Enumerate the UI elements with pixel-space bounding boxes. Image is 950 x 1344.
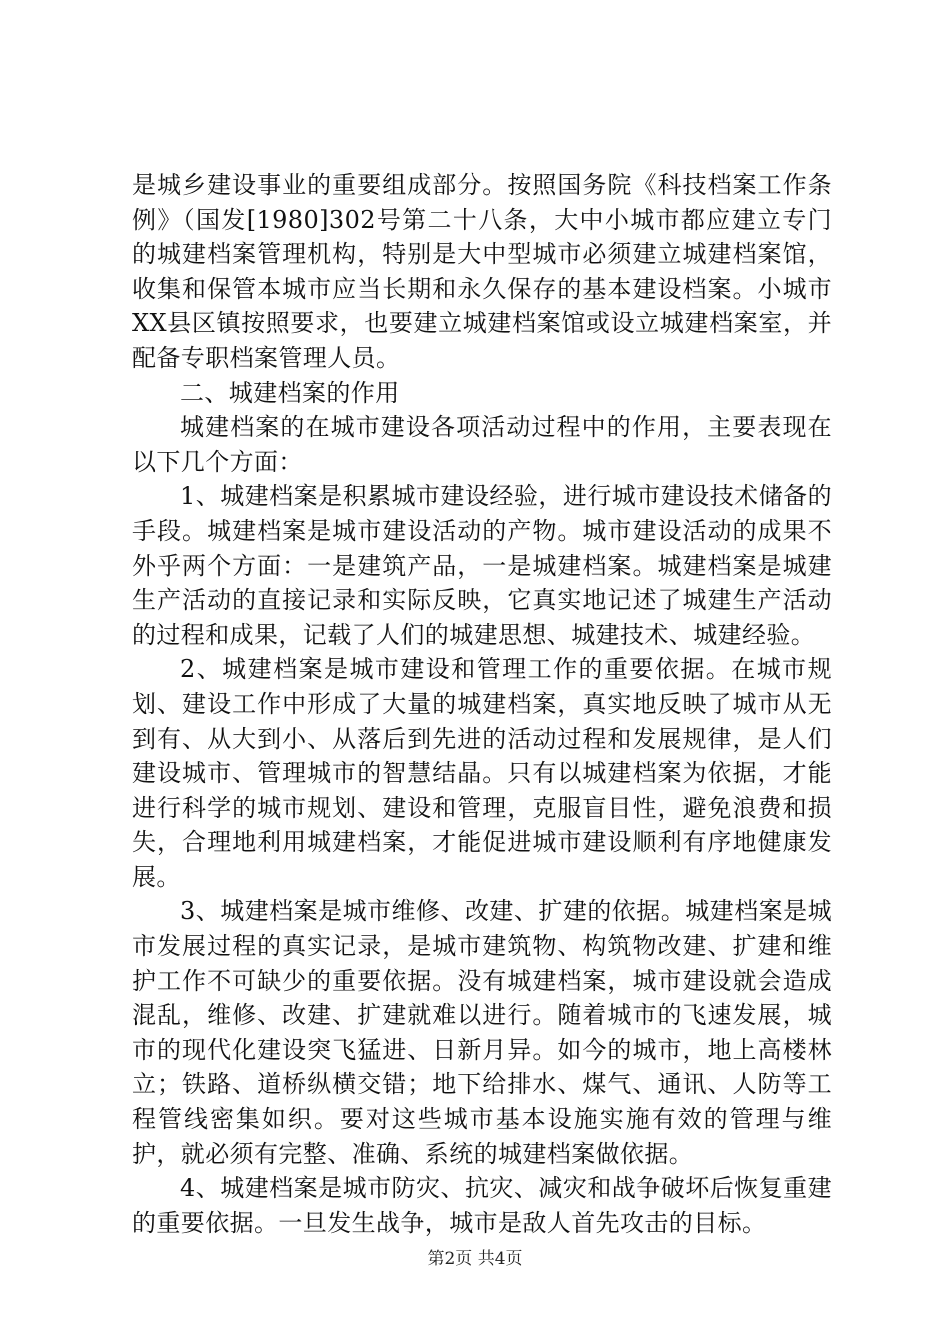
paragraph-point-3: 3、城建档案是城市维修、改建、扩建的依据。城建档案是城市发展过程的真实记录，是城市建筑物、构筑物改建、扩建和维护工作不可缺少的重要依据。没有城建档案，城市建设就会造成混乱，维修、改建、扩建就难以进行。随着城市的飞速发展，城市的现代化建设突飞猛进、日新月异。如今的城市，地上高楼林立；铁路、道桥纵横交错；地下给排水、煤气、通讯、人防等工程管线密集如织。要对这些城市基本设施实施有效的管理与维护，就必须有完整、准确、系统的城建档案做依据。 xyxy=(132,897,832,1168)
paragraph-intro: 城建档案的在城市建设各项活动过程中的作用，主要表现在以下几个方面： xyxy=(132,413,832,476)
document-body xyxy=(132,168,832,1240)
paragraph-point-2: 2、城建档案是城市建设和管理工作的重要依据。在城市规划、建设工作中形成了大量的城建档案，真实地反映了城市从无到有、从大到小、从落后到先进的活动过程和发展规律，是人们建设城市、管理城市的智慧结晶。只有以城建档案为依据，才能进行科学的城市规划、建设和管理，克服盲目性，避免浪费和损失，合理地利用城建档案，才能促进城市建设顺利有序地健康发展。 xyxy=(132,655,832,891)
paragraph-point-4: 4、城建档案是城市防灾、抗灾、减灾和战争破坏后恢复重建的重要依据。一旦发生战争，城市是敌人首先攻击的目标。 xyxy=(132,1174,832,1237)
paragraph-point-1: 1、城建档案是积累城市建设经验，进行城市建设技术储备的手段。城建档案是城市建设活动的产物。城市建设活动的成果不外乎两个方面：一是建筑产品，一是城建档案。城建档案是城建生产活动的直接记录和实际反映，它真实地记述了城建生产活动的过程和成果，记载了人们的城建思想、城建技术、城建经验。 xyxy=(132,482,832,649)
section-heading: 二、城建档案的作用 xyxy=(180,378,400,407)
page-footer: 第2页 共4页 xyxy=(427,1249,523,1269)
paragraph-continuation: 是城乡建设事业的重要组成部分。按照国务院《科技档案工作条例》（国发[1980]302号第二十八条，大中小城市都应建立专门的城建档案管理机构，特别是大中型城市必须建立城建档案馆，收集和保管本城市应当长期和永久保存的基本建设档案。小城市XX县区镇按照要求，也要建立城建档案馆或设立城建档案室，并配备专职档案管理人员。 xyxy=(132,171,832,372)
